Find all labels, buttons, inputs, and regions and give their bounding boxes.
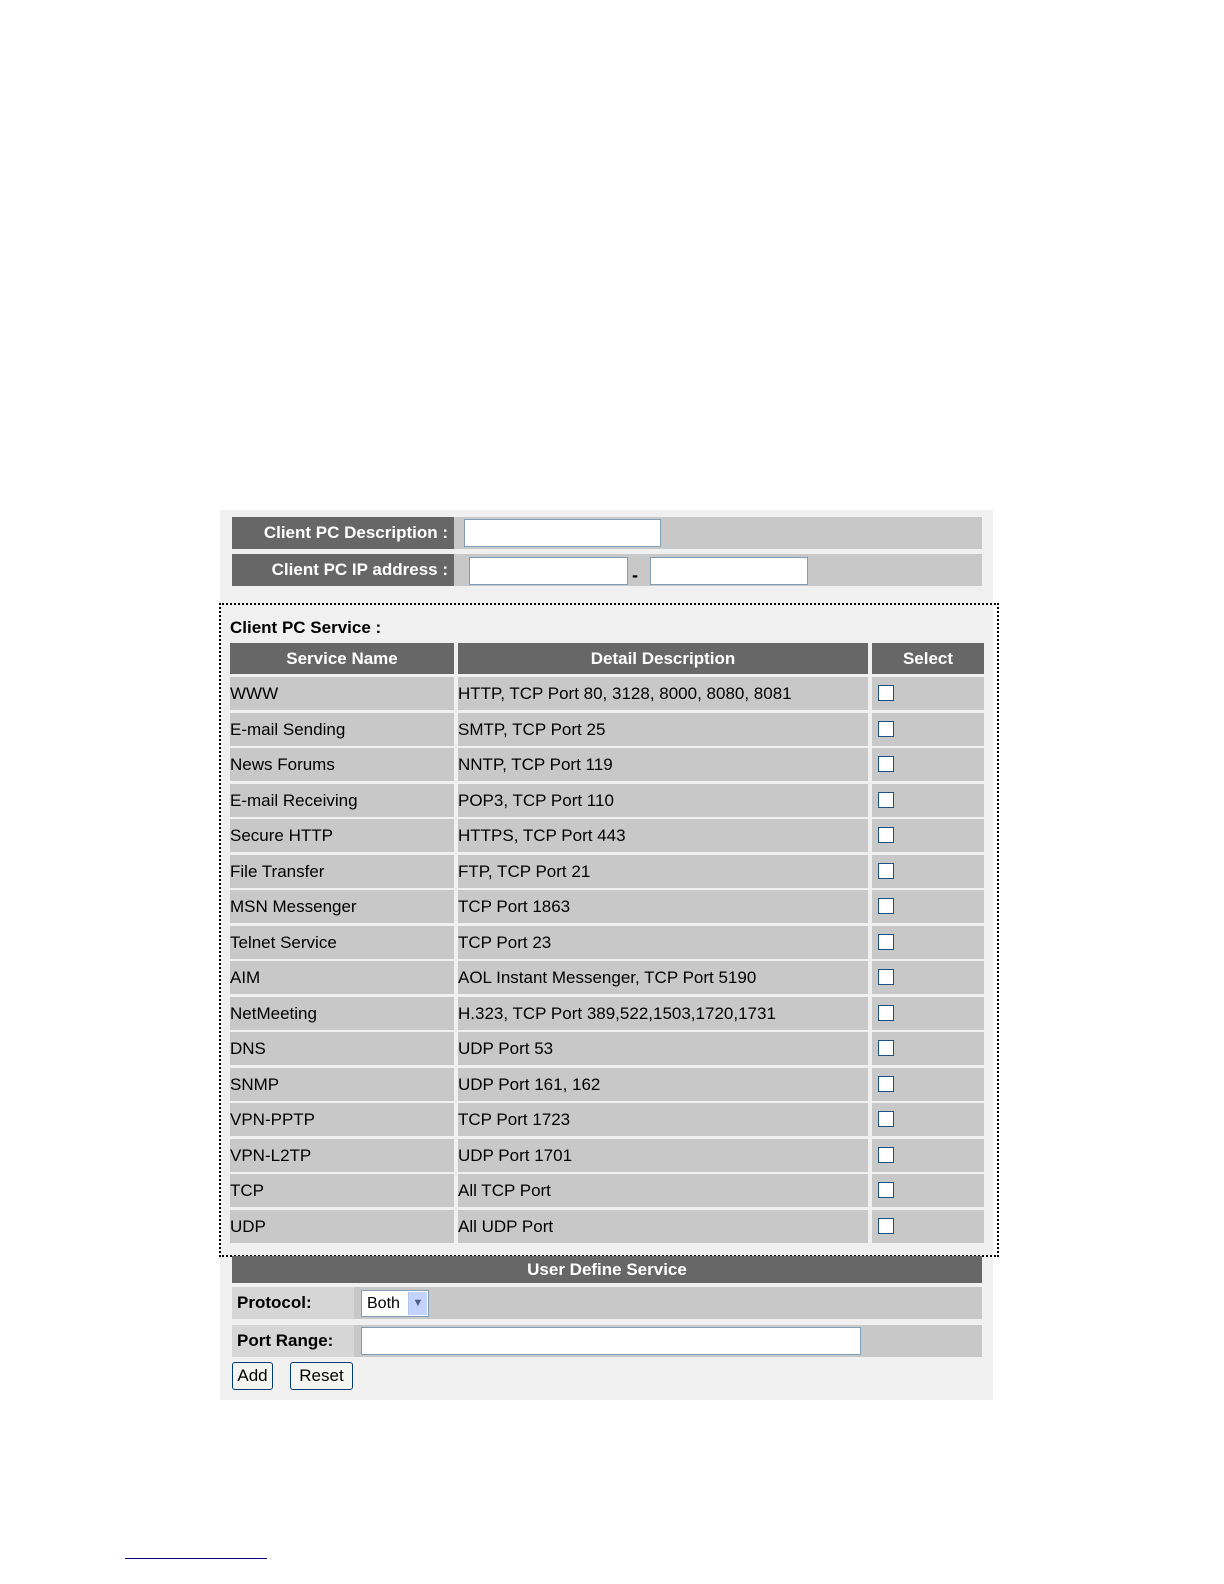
ip-range-separator: - bbox=[632, 565, 638, 585]
service-select-cell bbox=[872, 1139, 984, 1172]
port-range-input[interactable] bbox=[361, 1327, 861, 1355]
table-row bbox=[230, 926, 984, 959]
service-description-cell: UDP Port 1701 bbox=[458, 1139, 868, 1172]
user-define-service-header: User Define Service bbox=[232, 1256, 982, 1283]
service-select-checkbox[interactable] bbox=[878, 685, 894, 701]
client-description-label: Client PC Description : bbox=[232, 517, 454, 549]
service-select-cell bbox=[872, 819, 984, 852]
service-description-cell: UDP Port 161, 162 bbox=[458, 1068, 868, 1101]
service-select-checkbox[interactable] bbox=[878, 721, 894, 737]
service-select-cell bbox=[872, 677, 984, 710]
service-name-cell: WWW bbox=[230, 677, 454, 710]
service-name-cell: VPN-L2TP bbox=[230, 1139, 454, 1172]
service-description-cell: NNTP, TCP Port 119 bbox=[458, 748, 868, 781]
table-row bbox=[230, 748, 984, 781]
service-name-cell: DNS bbox=[230, 1032, 454, 1065]
service-select-checkbox[interactable] bbox=[878, 863, 894, 879]
service-description-cell: SMTP, TCP Port 25 bbox=[458, 713, 868, 746]
service-name-cell: E-mail Sending bbox=[230, 713, 454, 746]
service-select-checkbox[interactable] bbox=[878, 898, 894, 914]
service-name-cell: E-mail Receiving bbox=[230, 784, 454, 817]
service-select-checkbox[interactable] bbox=[878, 1147, 894, 1163]
service-description-cell: UDP Port 53 bbox=[458, 1032, 868, 1065]
table-row bbox=[230, 1032, 984, 1065]
service-select-cell bbox=[872, 1174, 984, 1207]
service-select-checkbox[interactable] bbox=[878, 969, 894, 985]
service-description-cell: FTP, TCP Port 21 bbox=[458, 855, 868, 888]
service-select-checkbox[interactable] bbox=[878, 934, 894, 950]
service-description-cell: H.323, TCP Port 389,522,1503,1720,1731 bbox=[458, 997, 868, 1030]
table-row bbox=[230, 890, 984, 923]
protocol-selected-value: Both bbox=[367, 1295, 400, 1312]
service-select-cell bbox=[872, 748, 984, 781]
service-description-cell: All TCP Port bbox=[458, 1174, 868, 1207]
chevron-down-icon[interactable]: ▼ bbox=[408, 1292, 427, 1315]
client-ip-label: Client PC IP address : bbox=[232, 554, 454, 586]
service-select-checkbox[interactable] bbox=[878, 1076, 894, 1092]
service-select-checkbox[interactable] bbox=[878, 792, 894, 808]
client-description-input[interactable] bbox=[464, 519, 661, 547]
table-row bbox=[230, 1174, 984, 1207]
service-select-cell bbox=[872, 1068, 984, 1101]
port-range-label: Port Range: bbox=[232, 1325, 354, 1357]
table-row bbox=[230, 961, 984, 994]
table-row bbox=[230, 677, 984, 710]
service-select-cell bbox=[872, 997, 984, 1030]
service-select-checkbox[interactable] bbox=[878, 1040, 894, 1056]
service-name-cell: UDP bbox=[230, 1210, 454, 1243]
service-select-checkbox[interactable] bbox=[878, 1005, 894, 1021]
service-name-cell: NetMeeting bbox=[230, 997, 454, 1030]
table-row bbox=[230, 1103, 984, 1136]
header-select: Select bbox=[872, 643, 984, 674]
service-select-cell bbox=[872, 926, 984, 959]
service-select-cell bbox=[872, 1032, 984, 1065]
protocol-row bbox=[232, 1287, 982, 1319]
service-name-cell: News Forums bbox=[230, 748, 454, 781]
service-select-cell bbox=[872, 890, 984, 923]
service-select-checkbox[interactable] bbox=[878, 1182, 894, 1198]
footer-link-underline bbox=[125, 1558, 267, 1559]
service-select-checkbox[interactable] bbox=[878, 827, 894, 843]
service-select-cell bbox=[872, 713, 984, 746]
service-description-cell: All UDP Port bbox=[458, 1210, 868, 1243]
reset-button[interactable]: Reset bbox=[290, 1362, 353, 1390]
service-description-cell: AOL Instant Messenger, TCP Port 5190 bbox=[458, 961, 868, 994]
table-row bbox=[230, 1139, 984, 1172]
service-select-cell bbox=[872, 961, 984, 994]
service-description-cell: TCP Port 23 bbox=[458, 926, 868, 959]
client-ip-start-input[interactable] bbox=[469, 557, 628, 585]
service-name-cell: Secure HTTP bbox=[230, 819, 454, 852]
service-name-cell: VPN-PPTP bbox=[230, 1103, 454, 1136]
service-select-checkbox[interactable] bbox=[878, 1111, 894, 1127]
table-row bbox=[230, 1210, 984, 1243]
table-row bbox=[230, 784, 984, 817]
service-description-cell: HTTPS, TCP Port 443 bbox=[458, 819, 868, 852]
service-name-cell: TCP bbox=[230, 1174, 454, 1207]
service-select-cell bbox=[872, 784, 984, 817]
service-select-cell bbox=[872, 855, 984, 888]
service-description-cell: POP3, TCP Port 110 bbox=[458, 784, 868, 817]
service-name-cell: AIM bbox=[230, 961, 454, 994]
service-name-cell: Telnet Service bbox=[230, 926, 454, 959]
header-detail-description: Detail Description bbox=[458, 643, 868, 674]
service-select-cell bbox=[872, 1103, 984, 1136]
add-button[interactable]: Add bbox=[232, 1362, 273, 1390]
table-row bbox=[230, 1068, 984, 1101]
table-row bbox=[230, 713, 984, 746]
service-name-cell: SNMP bbox=[230, 1068, 454, 1101]
client-service-title: Client PC Service : bbox=[230, 618, 382, 637]
service-name-cell: MSN Messenger bbox=[230, 890, 454, 923]
service-select-checkbox[interactable] bbox=[878, 756, 894, 772]
service-description-cell: HTTP, TCP Port 80, 3128, 8000, 8080, 8081 bbox=[458, 677, 868, 710]
service-select-cell bbox=[872, 1210, 984, 1243]
service-name-cell: File Transfer bbox=[230, 855, 454, 888]
protocol-select[interactable] bbox=[361, 1290, 429, 1317]
table-row bbox=[230, 997, 984, 1030]
header-service-name: Service Name bbox=[230, 643, 454, 674]
protocol-label: Protocol: bbox=[232, 1287, 354, 1319]
client-ip-end-input[interactable] bbox=[650, 557, 808, 585]
service-select-checkbox[interactable] bbox=[878, 1218, 894, 1234]
service-description-cell: TCP Port 1723 bbox=[458, 1103, 868, 1136]
table-row bbox=[230, 819, 984, 852]
table-row bbox=[230, 855, 984, 888]
service-description-cell: TCP Port 1863 bbox=[458, 890, 868, 923]
